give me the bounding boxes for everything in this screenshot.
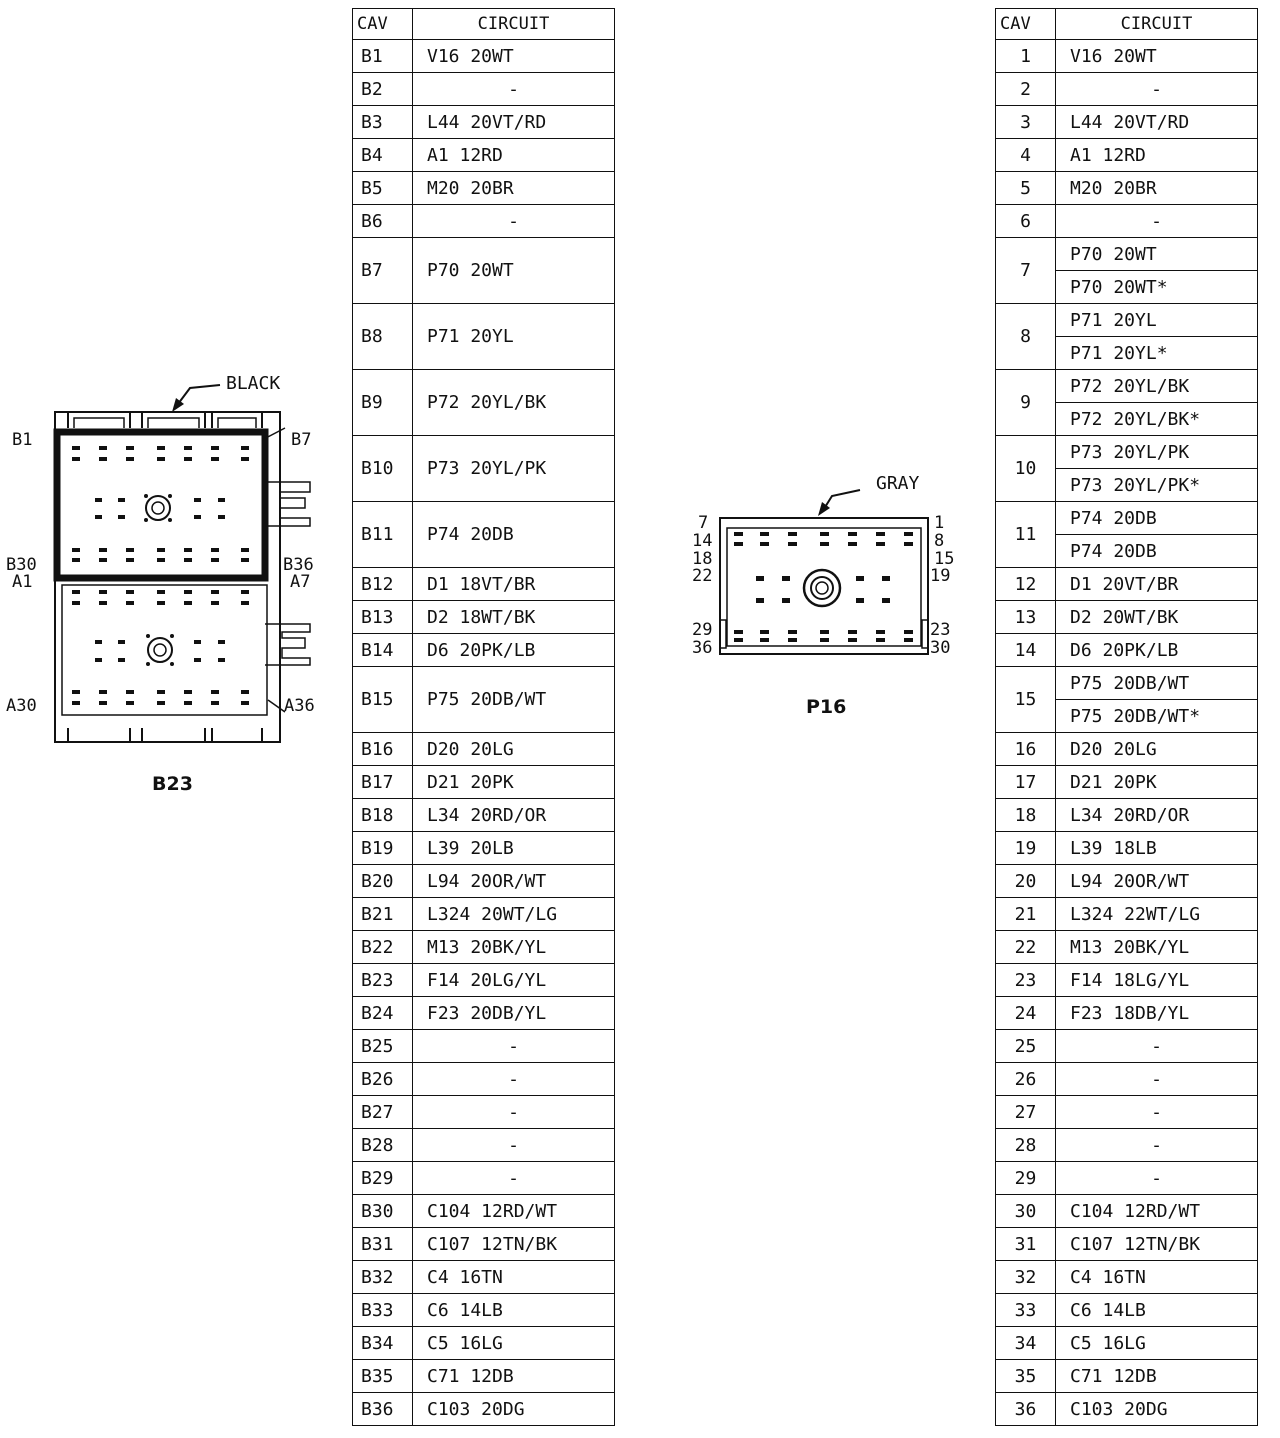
cav-cell: B25: [353, 1030, 413, 1063]
circuit-cell: P70 20WT: [1056, 238, 1258, 271]
cav-cell: 26: [996, 1063, 1056, 1096]
cav-cell: B27: [353, 1096, 413, 1129]
table-row: [996, 172, 1258, 205]
cav-cell: B7: [353, 238, 413, 304]
circuit-cell: L94 20OR/WT: [1056, 865, 1258, 898]
circuit-cell: D6 20PK/LB: [413, 634, 615, 667]
circuit-cell: V16 20WT: [1056, 40, 1258, 73]
cavity-label-14: 14: [692, 531, 713, 551]
cav-cell: B11: [353, 502, 413, 568]
cavity-label-a1: A1: [12, 572, 33, 592]
table-row: [353, 931, 615, 964]
cav-cell: 2: [996, 73, 1056, 106]
circuit-cell: C5 16LG: [413, 1327, 615, 1360]
cav-cell: B10: [353, 436, 413, 502]
table-row: [996, 766, 1258, 799]
cav-cell: 18: [996, 799, 1056, 832]
table-row: [996, 205, 1258, 238]
circuit-cell: P73 20YL/PK: [413, 436, 615, 502]
cav-cell: 17: [996, 766, 1056, 799]
table-row: [996, 568, 1258, 601]
cavity-label-29: 29: [692, 620, 713, 640]
circuit-cell: C103 20DG: [413, 1393, 615, 1426]
b-row-mid-pins: [95, 498, 225, 519]
cavity-label-15: 15: [934, 549, 955, 569]
circuit-cell: L34 20RD/OR: [1056, 799, 1258, 832]
a-section-center-bolt: [146, 634, 174, 666]
header-circuit: CIRCUIT: [1056, 9, 1258, 40]
table-row: [353, 1327, 615, 1360]
circuit-cell: P71 20YL*: [1056, 337, 1258, 370]
cav-cell: B4: [353, 139, 413, 172]
cav-cell: B21: [353, 898, 413, 931]
cav-cell: B20: [353, 865, 413, 898]
cav-cell: B26: [353, 1063, 413, 1096]
cav-cell: 36: [996, 1393, 1056, 1426]
cav-cell: B13: [353, 601, 413, 634]
circuit-cell: D1 18VT/BR: [413, 568, 615, 601]
cavity-label-b36: B36: [283, 555, 314, 575]
table-row: [996, 997, 1258, 1030]
circuit-cell: C103 20DG: [1056, 1393, 1258, 1426]
circuit-cell: -: [1056, 205, 1258, 238]
circuit-cell: P74 20DB: [1056, 502, 1258, 535]
circuit-cell: C4 16TN: [413, 1261, 615, 1294]
circuit-cell: -: [413, 205, 615, 238]
cav-cell: B1: [353, 40, 413, 73]
cav-cell: 23: [996, 964, 1056, 997]
cav-cell: B31: [353, 1228, 413, 1261]
cav-cell: 22: [996, 931, 1056, 964]
circuit-cell: -: [1056, 1129, 1258, 1162]
cav-cell: 29: [996, 1162, 1056, 1195]
bottom-latch-tabs: [68, 728, 262, 742]
table-header-row: [996, 9, 1258, 40]
cavity-label-18: 18: [692, 549, 713, 569]
top-latch-tabs-inner: [74, 418, 256, 428]
circuit-cell: D1 20VT/BR: [1056, 568, 1258, 601]
table-row: [353, 139, 615, 172]
table-row: [353, 1228, 615, 1261]
circuit-cell: F14 20LG/YL: [413, 964, 615, 997]
circuit-cell: P74 20DB: [1056, 535, 1258, 568]
cav-cell: 10: [996, 436, 1056, 502]
cav-cell: B29: [353, 1162, 413, 1195]
table-row: [996, 1294, 1258, 1327]
connector-color-label: GRAY: [876, 473, 920, 494]
cav-cell: 31: [996, 1228, 1056, 1261]
circuit-cell: F23 20DB/YL: [413, 997, 615, 1030]
cav-cell: 8: [996, 304, 1056, 370]
table-row: [996, 238, 1258, 271]
table-row: [353, 1294, 615, 1327]
table-row: [996, 73, 1258, 106]
header-cav: CAV: [996, 9, 1056, 40]
b-section-center-bolt: [144, 494, 172, 522]
side-latch-upper: [265, 482, 310, 526]
table-row: [353, 832, 615, 865]
cav-cell: 20: [996, 865, 1056, 898]
cav-cell: B5: [353, 172, 413, 205]
circuit-cell: P73 20YL/PK: [1056, 436, 1258, 469]
circuit-cell: D21 20PK: [1056, 766, 1258, 799]
table-row: [996, 1162, 1258, 1195]
cav-cell: B32: [353, 1261, 413, 1294]
cavity-label-1: 1: [934, 513, 945, 533]
cav-cell: B16: [353, 733, 413, 766]
circuit-cell: D20 20LG: [1056, 733, 1258, 766]
table-row: [353, 667, 615, 733]
cav-cell: B33: [353, 1294, 413, 1327]
circuit-cell: L44 20VT/RD: [413, 106, 615, 139]
table-row: [996, 601, 1258, 634]
cav-cell: 16: [996, 733, 1056, 766]
b-row-top-pins: [72, 446, 249, 461]
table-row: [353, 205, 615, 238]
table-row: [996, 1327, 1258, 1360]
circuit-cell: F23 18DB/YL: [1056, 997, 1258, 1030]
circuit-cell: -: [1056, 73, 1258, 106]
circuit-cell: L34 20RD/OR: [413, 799, 615, 832]
table-row: [353, 964, 615, 997]
circuit-cell: P74 20DB: [413, 502, 615, 568]
cav-cell: 9: [996, 370, 1056, 436]
circuit-cell: -: [413, 73, 615, 106]
table-row: [996, 1360, 1258, 1393]
cav-cell: 30: [996, 1195, 1056, 1228]
cav-cell: B2: [353, 73, 413, 106]
cav-cell: 14: [996, 634, 1056, 667]
table-row: [996, 799, 1258, 832]
table-row: [353, 238, 615, 304]
cav-cell: 12: [996, 568, 1056, 601]
table-row: [996, 1195, 1258, 1228]
color-pointer-arrowhead: [172, 398, 184, 412]
circuit-cell: C71 12DB: [413, 1360, 615, 1393]
cav-cell: 25: [996, 1030, 1056, 1063]
table-row: [996, 1228, 1258, 1261]
cavity-label-19: 19: [930, 566, 951, 586]
cavity-label-22: 22: [692, 566, 713, 586]
table-row: [353, 40, 615, 73]
circuit-cell: -: [413, 1063, 615, 1096]
cav-cell: B3: [353, 106, 413, 139]
table-row: [996, 40, 1258, 73]
table-row: [353, 733, 615, 766]
circuit-cell: M20 20BR: [1056, 172, 1258, 205]
cav-cell: B12: [353, 568, 413, 601]
pinout-table-b23: [352, 8, 615, 1426]
table-row: [353, 1195, 615, 1228]
b-row-bottom-pins: [72, 548, 249, 562]
cavity-label-a7: A7: [290, 572, 311, 592]
connector-name-b23: B23: [152, 773, 193, 795]
circuit-cell: C6 14LB: [413, 1294, 615, 1327]
table-row: [353, 73, 615, 106]
circuit-cell: -: [413, 1162, 615, 1195]
circuit-cell: -: [1056, 1063, 1258, 1096]
table-row: [353, 502, 615, 568]
table-row: [353, 1030, 615, 1063]
table-row: [353, 436, 615, 502]
circuit-cell: A1 12RD: [413, 139, 615, 172]
circuit-cell: -: [1056, 1030, 1258, 1063]
circuit-cell: C107 12TN/BK: [1056, 1228, 1258, 1261]
cav-cell: 6: [996, 205, 1056, 238]
cav-cell: B23: [353, 964, 413, 997]
circuit-cell: D21 20PK: [413, 766, 615, 799]
circuit-cell: L39 20LB: [413, 832, 615, 865]
table-row: [996, 370, 1258, 403]
circuit-cell: -: [413, 1129, 615, 1162]
header-circuit: CIRCUIT: [413, 9, 615, 40]
bottom-row-pins: [734, 630, 913, 642]
circuit-cell: D20 20LG: [413, 733, 615, 766]
cav-cell: B19: [353, 832, 413, 865]
circuit-cell: M20 20BR: [413, 172, 615, 205]
table-row: [996, 1261, 1258, 1294]
top-latch-tabs: [68, 412, 262, 428]
table-row: [996, 502, 1258, 535]
table-row: [353, 1096, 615, 1129]
cav-cell: B14: [353, 634, 413, 667]
table-row: [353, 634, 615, 667]
circuit-cell: C104 12RD/WT: [1056, 1195, 1258, 1228]
table-row: [996, 1393, 1258, 1426]
cav-cell: B15: [353, 667, 413, 733]
side-latch-lower: [265, 624, 310, 665]
circuit-cell: A1 12RD: [1056, 139, 1258, 172]
cav-cell: B22: [353, 931, 413, 964]
circuit-cell: L39 18LB: [1056, 832, 1258, 865]
a-row-bottom-pins: [72, 690, 249, 705]
cav-cell: B24: [353, 997, 413, 1030]
table-row: [353, 898, 615, 931]
cavity-label-b7: B7: [291, 430, 312, 450]
cav-cell: B17: [353, 766, 413, 799]
cav-cell: 1: [996, 40, 1056, 73]
circuit-cell: P75 20DB/WT: [1056, 667, 1258, 700]
cavity-label-36: 36: [692, 638, 713, 658]
circuit-cell: D2 18WT/BK: [413, 601, 615, 634]
circuit-cell: P70 20WT*: [1056, 271, 1258, 304]
cav-cell: 11: [996, 502, 1056, 568]
cav-cell: 24: [996, 997, 1056, 1030]
table-row: [353, 1360, 615, 1393]
connector-name-p16: P16: [806, 696, 847, 718]
cav-cell: 4: [996, 139, 1056, 172]
circuit-cell: D2 20WT/BK: [1056, 601, 1258, 634]
cav-cell: 15: [996, 667, 1056, 733]
cav-cell: 5: [996, 172, 1056, 205]
cav-cell: B36: [353, 1393, 413, 1426]
cav-cell: 33: [996, 1294, 1056, 1327]
a-row-top-pins: [72, 590, 249, 605]
a36-leader-line: [268, 700, 285, 712]
table-row: [353, 370, 615, 436]
table-row: [996, 931, 1258, 964]
circuit-cell: P73 20YL/PK*: [1056, 469, 1258, 502]
color-pointer-arrowhead: [818, 502, 830, 516]
center-bolt: [804, 570, 840, 606]
table-row: [996, 106, 1258, 139]
table-row: [353, 601, 615, 634]
circuit-cell: P70 20WT: [413, 238, 615, 304]
cavity-label-a36: A36: [284, 696, 315, 716]
table-row: [353, 1261, 615, 1294]
table-row: [996, 865, 1258, 898]
table-row: [996, 139, 1258, 172]
cav-cell: B28: [353, 1129, 413, 1162]
circuit-cell: M13 20BK/YL: [1056, 931, 1258, 964]
table-row: [353, 304, 615, 370]
circuit-cell: -: [1056, 1162, 1258, 1195]
table-row: [353, 172, 615, 205]
circuit-cell: P75 20DB/WT*: [1056, 700, 1258, 733]
circuit-cell: P75 20DB/WT: [413, 667, 615, 733]
cav-cell: B30: [353, 1195, 413, 1228]
circuit-cell: C104 12RD/WT: [413, 1195, 615, 1228]
table-row: [996, 304, 1258, 337]
circuit-cell: P71 20YL: [413, 304, 615, 370]
cavity-label-b30: B30: [6, 555, 37, 575]
connector-p16-drawing: [690, 470, 970, 680]
connector-color-label: BLACK: [226, 373, 281, 394]
b-section-outline: [57, 432, 265, 578]
table-row: [353, 1162, 615, 1195]
table-row: [996, 964, 1258, 997]
circuit-cell: C107 12TN/BK: [413, 1228, 615, 1261]
cavity-label-8: 8: [934, 531, 945, 551]
cav-cell: B35: [353, 1360, 413, 1393]
cav-cell: 27: [996, 1096, 1056, 1129]
cav-cell: 7: [996, 238, 1056, 304]
header-cav: CAV: [353, 9, 413, 40]
cav-cell: 35: [996, 1360, 1056, 1393]
cavity-label-7: 7: [698, 513, 709, 533]
cav-cell: 13: [996, 601, 1056, 634]
circuit-cell: -: [413, 1096, 615, 1129]
circuit-cell: P72 20YL/BK: [1056, 370, 1258, 403]
table-row: [353, 1129, 615, 1162]
table-row: [353, 1063, 615, 1096]
circuit-cell: L94 20OR/WT: [413, 865, 615, 898]
table-row: [353, 799, 615, 832]
circuit-cell: -: [413, 1030, 615, 1063]
cav-cell: B6: [353, 205, 413, 238]
table-row: [996, 898, 1258, 931]
circuit-cell: V16 20WT: [413, 40, 615, 73]
cavity-label-a30: A30: [6, 696, 37, 716]
table-row: [353, 106, 615, 139]
cav-cell: B18: [353, 799, 413, 832]
circuit-cell: -: [1056, 1096, 1258, 1129]
cavity-label-23: 23: [930, 620, 951, 640]
circuit-cell: D6 20PK/LB: [1056, 634, 1258, 667]
circuit-cell: F14 18LG/YL: [1056, 964, 1258, 997]
circuit-cell: P72 20YL/BK*: [1056, 403, 1258, 436]
pinout-table-p16: [995, 8, 1258, 1426]
table-header-row: [353, 9, 615, 40]
top-row-pins: [734, 532, 913, 546]
circuit-cell: L324 22WT/LG: [1056, 898, 1258, 931]
circuit-cell: P72 20YL/BK: [413, 370, 615, 436]
cav-cell: 21: [996, 898, 1056, 931]
cavity-label-30: 30: [930, 638, 951, 658]
circuit-cell: P71 20YL: [1056, 304, 1258, 337]
circuit-cell: M13 20BK/YL: [413, 931, 615, 964]
cav-cell: B9: [353, 370, 413, 436]
table-row: [353, 865, 615, 898]
table-row: [353, 1393, 615, 1426]
circuit-cell: L324 20WT/LG: [413, 898, 615, 931]
table-row: [353, 568, 615, 601]
cav-cell: 19: [996, 832, 1056, 865]
circuit-cell: C4 16TN: [1056, 1261, 1258, 1294]
circuit-cell: C71 12DB: [1056, 1360, 1258, 1393]
table-row: [996, 634, 1258, 667]
table-row: [996, 733, 1258, 766]
cav-cell: 28: [996, 1129, 1056, 1162]
table-row: [353, 997, 615, 1030]
table-row: [996, 1063, 1258, 1096]
circuit-cell: C6 14LB: [1056, 1294, 1258, 1327]
table-row: [996, 436, 1258, 469]
table-row: [996, 1129, 1258, 1162]
table-row: [996, 1030, 1258, 1063]
table-row: [996, 1096, 1258, 1129]
cav-cell: 34: [996, 1327, 1056, 1360]
circuit-cell: C5 16LG: [1056, 1327, 1258, 1360]
cav-cell: 3: [996, 106, 1056, 139]
table-row: [353, 766, 615, 799]
cavity-label-b1: B1: [12, 430, 33, 450]
table-row: [996, 832, 1258, 865]
cav-cell: B34: [353, 1327, 413, 1360]
cav-cell: B8: [353, 304, 413, 370]
circuit-cell: L44 20VT/RD: [1056, 106, 1258, 139]
cav-cell: 32: [996, 1261, 1056, 1294]
table-row: [996, 667, 1258, 700]
